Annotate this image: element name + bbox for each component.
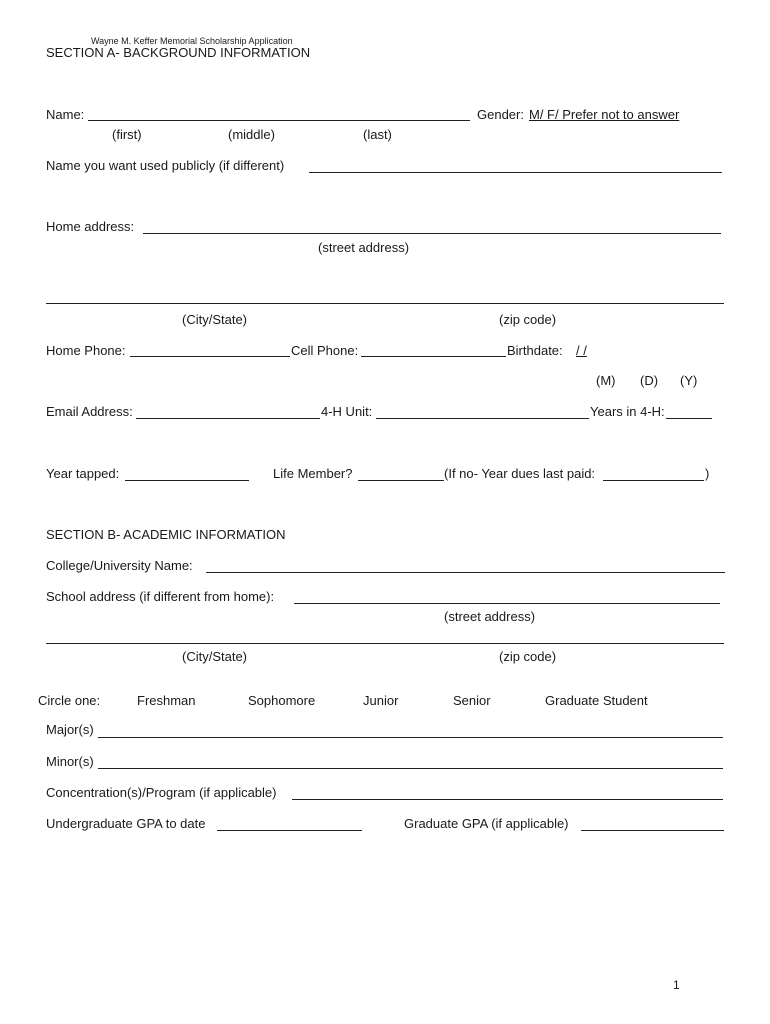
cell-phone-field[interactable] [361, 356, 506, 357]
section-a-heading: SECTION A- BACKGROUND INFORMATION [46, 45, 311, 60]
grad-gpa-label: Graduate GPA (if applicable) [404, 816, 569, 831]
circle-one-label: Circle one: [38, 693, 101, 708]
unit-field[interactable] [376, 418, 589, 419]
school-city-caption: (City/State) [182, 649, 248, 664]
dues-field[interactable] [603, 480, 704, 481]
school-address-label: School address (if different from home): [46, 589, 275, 604]
document-title: Wayne M. Keffer Memorial Scholarship Application [91, 36, 293, 46]
name-first-caption: (first) [112, 127, 142, 142]
home-city-caption: (City/State) [182, 312, 248, 327]
birthdate-field[interactable]: / / [576, 343, 587, 358]
level-senior[interactable]: Senior [453, 693, 491, 708]
gender-options[interactable]: M/ F/ Prefer not to answer [529, 107, 680, 122]
life-member-field[interactable] [358, 480, 444, 481]
school-zip-caption: (zip code) [499, 649, 557, 664]
birth-year-caption: (Y) [680, 373, 698, 388]
birth-month-caption: (M) [596, 373, 616, 388]
college-label: College/University Name: [46, 558, 193, 573]
concentration-label: Concentration(s)/Program (if applicable) [46, 785, 277, 800]
name-last-caption: (last) [363, 127, 392, 142]
school-street-field[interactable] [294, 603, 720, 604]
life-member-label: Life Member? [273, 466, 353, 481]
home-zip-caption: (zip code) [499, 312, 557, 327]
email-field[interactable] [136, 418, 320, 419]
public-name-label: Name you want used publicly (if different) [46, 158, 285, 173]
year-tapped-label: Year tapped: [46, 466, 120, 481]
concentration-field[interactable] [292, 799, 723, 800]
dues-label: (If no- Year dues last paid: [444, 466, 596, 481]
years-label: Years in 4-H: [590, 404, 665, 419]
minors-field[interactable] [98, 768, 723, 769]
years-field[interactable] [666, 418, 712, 419]
gender-label: Gender: [477, 107, 524, 122]
majors-field[interactable] [98, 737, 723, 738]
ug-gpa-label: Undergraduate GPA to date [46, 816, 206, 831]
birthdate-label: Birthdate: [507, 343, 563, 358]
home-address-label: Home address: [46, 219, 135, 234]
section-b-heading: SECTION B- ACADEMIC INFORMATION [46, 527, 286, 542]
name-label: Name: [46, 107, 85, 122]
name-middle-caption: (middle) [228, 127, 275, 142]
school-street-caption: (street address) [444, 609, 536, 624]
home-phone-label: Home Phone: [46, 343, 126, 358]
level-graduate-student[interactable]: Graduate Student [545, 693, 648, 708]
level-junior[interactable]: Junior [363, 693, 399, 708]
cell-phone-label: Cell Phone: [291, 343, 359, 358]
school-city-zip-field[interactable] [46, 643, 724, 644]
home-street-field[interactable] [143, 233, 721, 234]
public-name-field[interactable] [309, 172, 722, 173]
birth-day-caption: (D) [640, 373, 659, 388]
dues-close: ) [705, 466, 710, 481]
grad-gpa-field[interactable] [581, 830, 724, 831]
minors-label: Minor(s) [46, 754, 94, 769]
home-phone-field[interactable] [130, 356, 290, 357]
level-freshman[interactable]: Freshman [137, 693, 196, 708]
unit-label: 4-H Unit: [321, 404, 373, 419]
home-street-caption: (street address) [318, 240, 410, 255]
name-field[interactable] [88, 120, 470, 121]
home-city-zip-field[interactable] [46, 303, 724, 304]
ug-gpa-field[interactable] [217, 830, 362, 831]
majors-label: Major(s) [46, 722, 94, 737]
level-sophomore[interactable]: Sophomore [248, 693, 316, 708]
email-label: Email Address: [46, 404, 133, 419]
year-tapped-field[interactable] [125, 480, 249, 481]
page-number: 1 [673, 978, 680, 992]
college-field[interactable] [206, 572, 725, 573]
